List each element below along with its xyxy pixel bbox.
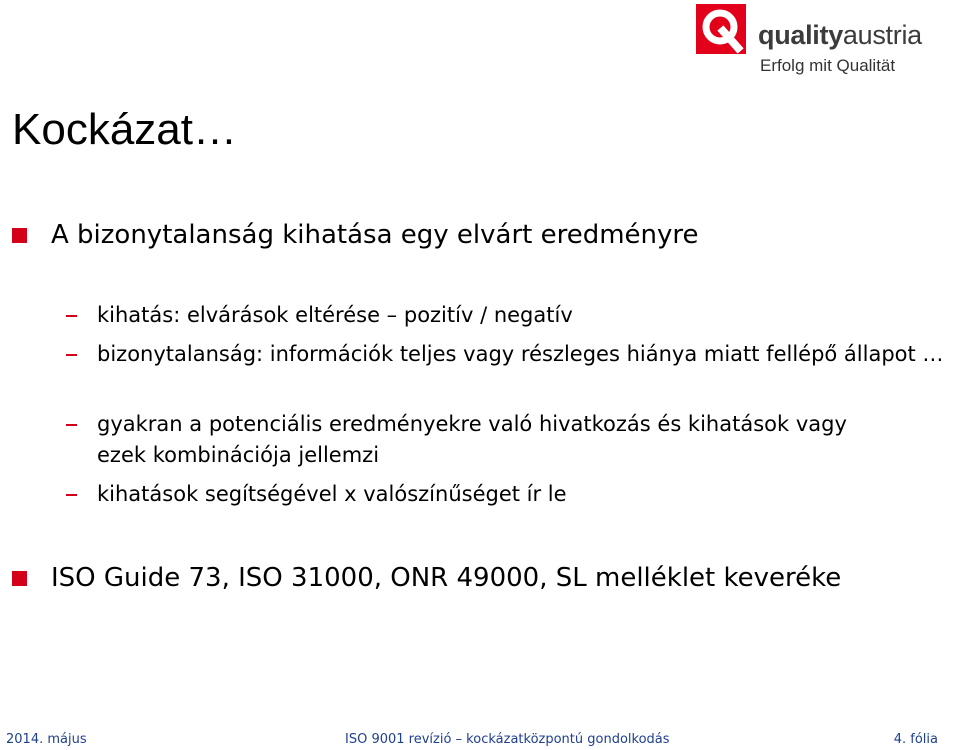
logo-brand-light: austria	[842, 20, 922, 50]
dash-bullet-icon	[66, 494, 77, 496]
sub-bullet-text: bizonytalanság: információk teljes vagy részleges hiánya miatt fellépő állapot …	[97, 342, 944, 366]
square-bullet-icon	[12, 571, 27, 586]
sub-bullet-item	[66, 300, 947, 331]
footer-title: ISO 9001 revízió – kockázatközpontú gondolkodás	[345, 732, 670, 747]
sub-bullet-item	[66, 409, 857, 471]
sub-bullet-text: kihatás: elvárások eltérése – pozitív / negatív	[97, 303, 573, 327]
bullet-item	[12, 561, 851, 595]
dash-bullet-icon	[66, 424, 77, 426]
square-bullet-icon	[12, 228, 27, 243]
slide-title: Kockázat…	[12, 105, 237, 154]
dash-bullet-icon	[66, 354, 77, 356]
logo-brand-bold: quality	[758, 20, 843, 50]
sub-bullet-item	[66, 479, 947, 510]
logo-tagline: Erfolg mit Qualität	[760, 56, 896, 75]
sub-bullet-item	[66, 339, 947, 370]
company-logo	[696, 4, 958, 76]
slide-footer	[0, 730, 960, 750]
bullet-item	[12, 218, 851, 252]
quality-austria-q-icon	[696, 4, 746, 54]
sub-bullet-text: kihatások segítségével x valószínűséget ír le	[97, 482, 567, 506]
footer-page-number: 4. fólia	[893, 732, 938, 747]
sub-bullet-text: gyakran a potenciális eredményekre való hivatkozás és kihatások vagy ezek kombinációja jellemzi	[97, 412, 847, 467]
logo-wordmark	[758, 20, 922, 50]
footer-date: 2014. május	[6, 732, 87, 747]
dash-bullet-icon	[66, 315, 77, 317]
bullet-text: A bizonytalanság kihatása egy elvárt eredményre	[51, 220, 699, 250]
bullet-text: ISO Guide 73, ISO 31000, ONR 49000, SL melléklet keveréke	[51, 563, 842, 593]
